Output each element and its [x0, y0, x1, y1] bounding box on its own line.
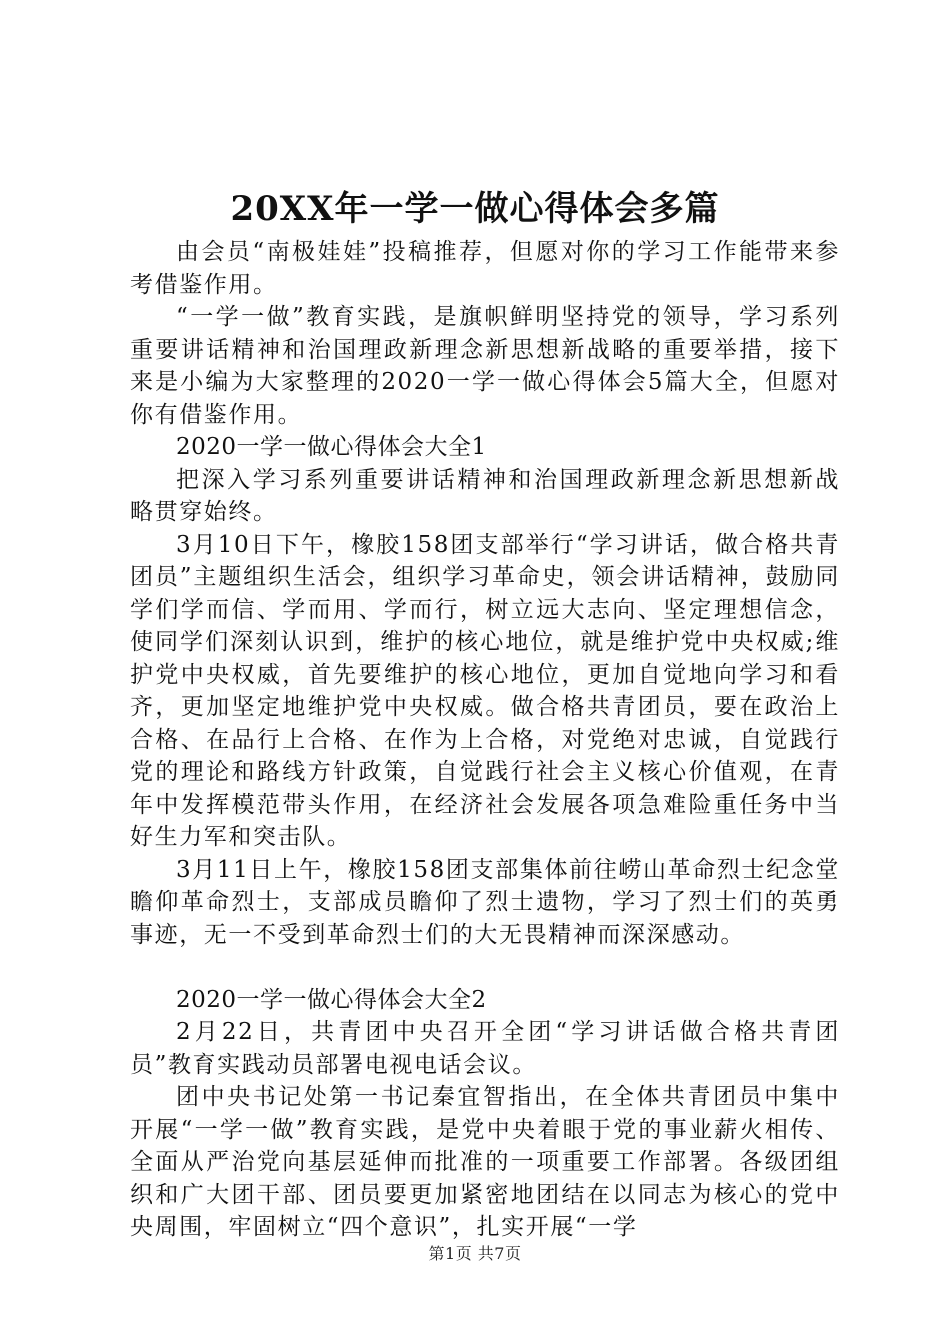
section-heading-2: 2020一学一做心得体会大全2 — [176, 986, 487, 1013]
paragraph-feb22: 2月22日，共青团中央召开全团“学习讲话做合格共青团员”教育实践动员部署电视电话会议。 — [130, 1019, 840, 1078]
paragraph-qin-yizhi: 团中央书记处第一书记秦宜智指出，在全体共青团员中集中开展“一学一做”教育实践，是党中央着眼于党的事业薪火相传、全面从严治党向基层延伸而批准的一项重要工作部署。各级团组织和广大团干部、团员要更加紧密地团结在以同志为核心的党中央周围，牢固树立“四个意识”，扎实开展“一学 — [130, 1084, 840, 1240]
section-heading-1: 2020一学一做心得体会大全1 — [176, 434, 487, 460]
paragraph-section1-lead: 把深入学习系列重要讲话精神和治国理政新理念新思想新战略贯穿始终。 — [130, 466, 840, 525]
paragraph-march10: 3月10日下午，橡胶158团支部举行“学习讲话，做合格共青团员”主题组织生活会，组织学习革命史，领会讲话精神，鼓励同学们学而信、学而用、学而行，树立远大志向、坚定理想信念，使同学们深刻认识到，维护的核心地位，就是维护党中央权威;维护党中央权威，首先要维护的核心地位，更加自觉地向学习和看齐，更加坚定地维护党中央权威。做合格共青团员，要在政治上合格、在品行上合格、在作为上合格，对党绝对忠诚，自觉践行党的理论和路线方针政策，自觉践行社会主义核心价值观，在青年中发挥模范带头作用，在经济社会发展各项急难险重任务中当好生力军和突击队。 — [130, 531, 840, 850]
document-title: 20XX年一学一做心得体会多篇 — [230, 189, 720, 229]
document-body — [130, 236, 840, 1244]
blank-line — [130, 951, 840, 984]
paragraph-march11: 3月11日上午，橡胶158团支部集体前往崂山革命烈士纪念堂瞻仰革命烈士，支部成员瞻仰了烈士遗物，学习了烈士们的英勇事迹，无一不受到革命烈士们的大无畏精神而深深感动。 — [130, 856, 840, 948]
paragraph-intro: 由会员“南极娃娃”投稿推荐，但愿对你的学习工作能带来参考借鉴作用。 — [130, 239, 840, 298]
paragraph-summary: “一学一做”教育实践，是旗帜鲜明坚持党的领导，学习系列重要讲话精神和治国理政新理念新思想新战略的重要举措，接下来是小编为大家整理的2020一学一做心得体会5篇大全，但愿对你有借鉴作用。 — [130, 304, 840, 428]
page-footer: 第1页 共7页 — [428, 1244, 522, 1263]
